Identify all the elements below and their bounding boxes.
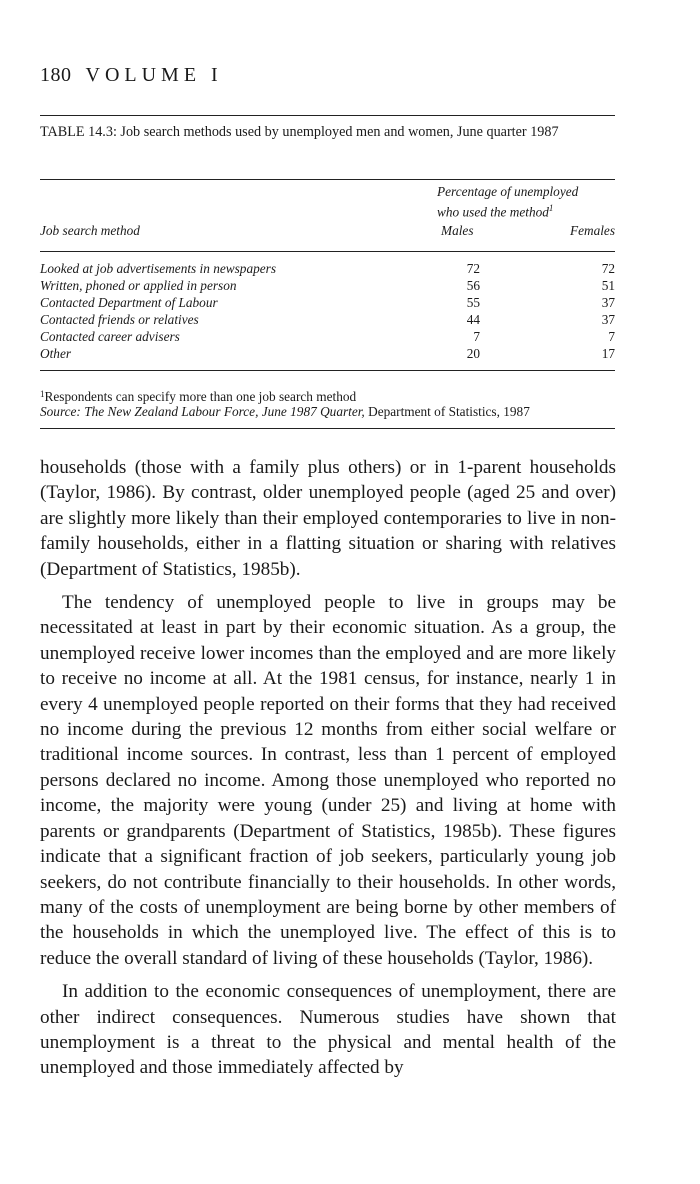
volume-label: VOLUME I xyxy=(85,64,223,86)
row-males: 56 xyxy=(466,278,480,293)
row-males: 44 xyxy=(466,312,480,327)
table-row xyxy=(40,311,615,328)
row-males: 20 xyxy=(466,346,480,361)
table-row xyxy=(40,294,615,311)
row-males: 55 xyxy=(466,295,480,310)
column-header-females: Females xyxy=(569,223,615,238)
column-group-header-line1: Percentage of unemployed xyxy=(437,184,579,199)
row-females: 51 xyxy=(601,278,615,293)
table-row xyxy=(40,345,615,362)
header-bottom-rule xyxy=(40,251,615,252)
column-header-method: Job search method xyxy=(40,223,140,238)
footnote-mark: 1 xyxy=(40,389,45,399)
column-group-footnote-mark: 1 xyxy=(548,203,554,213)
running-head xyxy=(40,64,223,87)
row-method: Written, phoned or applied in person xyxy=(40,278,237,293)
table-row xyxy=(40,328,615,345)
page-number: 180 xyxy=(40,64,72,86)
table-body xyxy=(40,260,615,362)
row-females: 17 xyxy=(601,346,615,361)
source-label: Source: xyxy=(40,404,81,419)
row-females: 37 xyxy=(601,312,615,327)
row-males: 72 xyxy=(466,261,480,276)
row-method: Looked at job advertisements in newspapers xyxy=(40,261,276,276)
body-paragraph-3: In addition to the economic consequences of unemployment, there are other indirect consequences. Numerous studies have shown that unemployment is a threat to the physical and mental health of the unemployed and those immediately affected by xyxy=(40,981,616,1079)
table-end-rule xyxy=(40,428,615,429)
row-method: Other xyxy=(40,346,72,361)
row-method: Contacted Department of Labour xyxy=(40,295,218,310)
table-row xyxy=(40,260,615,277)
table-source xyxy=(40,403,530,420)
table-row xyxy=(40,277,615,294)
body-paragraph-2: The tendency of unemployed people to live in groups may be necessitated at least in part by their economic situation. As a group, the unemployed receive lower incomes than the employed and are more likely to receive no income at all. At the 1981 census, for instance, nearly 1 in every 4 unemployed people reported on their forms that they had received no income during the previous 12 months from either social welfare or traditional income sources. In contrast, less than 1 percent of employed persons declared no income. Among those unemployed who reported no income, the majority were young (under 25) and living at home with parents or grandparents (Department of Statistics, 1985b). These figures indicate that a significant fraction of job seekers, particularly young job seekers, do not contribute financially to their households. In other words, many of the costs of unemployment are being borne by other members of the households in which the unemployed live. The effect of this is to reduce the overall standard of living of these households (Taylor, 1986). xyxy=(40,592,616,969)
source-title: The New Zealand Labour Force, June 1987 Quarter, xyxy=(84,404,365,419)
row-males: 7 xyxy=(473,329,480,344)
row-method: Contacted career advisers xyxy=(40,329,180,344)
column-header-males: Males xyxy=(441,223,474,238)
row-method: Contacted friends or relatives xyxy=(40,312,199,327)
row-females: 37 xyxy=(601,295,615,310)
column-group-header-line2: who used the method xyxy=(437,204,549,220)
column-group-header xyxy=(437,183,578,220)
table-top-rule xyxy=(40,115,615,116)
body-text xyxy=(40,455,616,1081)
source-publisher: Department of Statistics, 1987 xyxy=(368,404,530,419)
row-females: 72 xyxy=(601,261,615,276)
body-paragraph-1: households (those with a family plus others) or in 1-parent households (Taylor, 1986). By contrast, older unemployed people (aged 25 and over) are slightly more likely than their employed contemporaries to live in non-family households, either in a flatting situation or sharing with relatives (Department of Statistics, 1985b). xyxy=(40,457,616,580)
footnote-text: Respondents can specify more than one job search method xyxy=(44,389,357,404)
table-caption: TABLE 14.3: Job search methods used by unemployed men and women, June quarter 1987 xyxy=(40,124,559,140)
header-top-rule xyxy=(40,179,615,180)
row-females: 7 xyxy=(608,329,615,344)
table-bottom-rule xyxy=(40,370,615,371)
